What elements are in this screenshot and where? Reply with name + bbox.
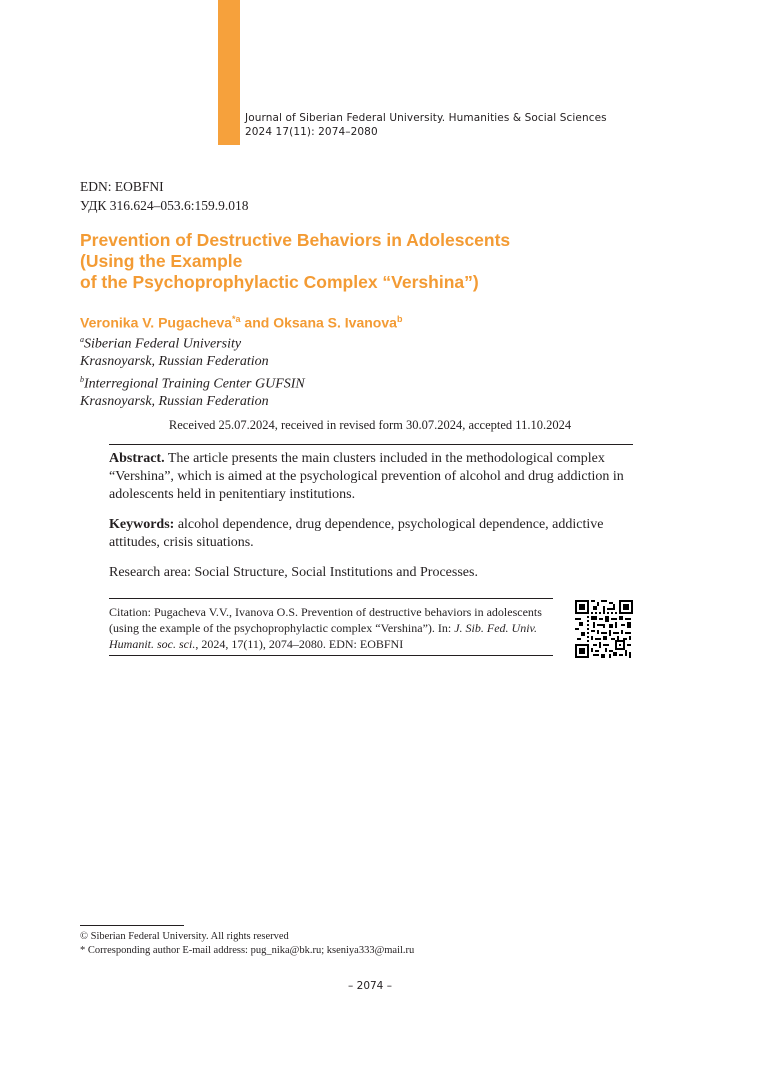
journal-accent-bar: [218, 0, 240, 145]
affiliation-name: [80, 371, 305, 393]
citation: [109, 604, 559, 652]
research-area: Research area: Social Structure, Social Institutions and Processes.: [109, 565, 478, 580]
article-title: [80, 230, 640, 293]
citation-text: , 2024, 17(11), 2074–2080. EDN: EOBFNI: [195, 637, 404, 651]
affiliations: [80, 331, 305, 410]
affiliation-marker: a: [80, 335, 84, 344]
abstract-label: Abstract.: [109, 451, 165, 466]
received-dates: Received 25.07.2024, received in revised form 30.07.2024, accepted 11.10.2024: [168, 418, 572, 432]
divider: [109, 598, 553, 599]
affiliation-marker: b: [80, 374, 84, 384]
affiliation-city: Krasnoyarsk, Russian Federation: [80, 393, 269, 409]
keywords: [109, 516, 633, 552]
author-conjunction: and: [240, 314, 274, 331]
affiliation-name: [80, 331, 305, 353]
divider: [109, 444, 633, 445]
author-superscript: *a: [232, 314, 241, 324]
affiliation-city: Krasnoyarsk, Russian Federation: [80, 354, 269, 370]
divider: [109, 655, 553, 656]
affiliation-label: Siberian Federal University: [84, 336, 242, 352]
page-number: – 2074 –: [348, 980, 392, 992]
author-superscript: b: [396, 314, 403, 324]
title-line-3: of the Psychoprophylactic Complex “Vershina”): [80, 272, 479, 292]
keywords-label: Keywords:: [109, 517, 175, 532]
abstract: [109, 450, 633, 504]
author-name: Oksana S. Ivanova: [273, 314, 397, 331]
citation-journal: J. Sib. Fed. Univ. Humanit. soc. sci.: [109, 621, 537, 651]
title-line-1: Prevention of Destructive Behaviors in Adolescents: [80, 230, 511, 250]
corresponding-author-note: * Corresponding author E-mail address: pug_nika@bk.ru; kseniya333@mail.ru: [80, 945, 415, 956]
edn-code: EDN: EOBFNI: [80, 179, 164, 194]
copyright-note: © Siberian Federal University. All rights reserved: [80, 931, 289, 942]
abstract-text: The article presents the main clusters included in the methodological complex “Vershina”, which is aimed at the psychological prevention of alcohol and drug addiction in adolescents held in penitentiary institutions.: [109, 451, 624, 502]
keywords-text: alcohol dependence, drug dependence, psychological dependence, addictive attitudes, crisis situations.: [109, 517, 604, 550]
citation-text: Citation: Pugacheva V.V., Ivanova O.S. Prevention of destructive behaviors in adolescents (using the example of the psychoprophylactic complex “Vershina”). In:: [109, 605, 542, 635]
article-identifiers: [80, 177, 249, 215]
qr-code-icon: [575, 600, 633, 658]
footnote-rule: [80, 925, 184, 926]
journal-header: [245, 111, 607, 139]
author-name: Veronika V. Pugacheva: [80, 314, 233, 331]
title-line-2: (Using the Example: [80, 251, 243, 271]
udk-code: УДК 316.624–053.6:159.9.018: [80, 198, 249, 213]
journal-issue: 2024 17(11): 2074–2080: [245, 126, 378, 138]
journal-name: Journal of Siberian Federal University. Humanities & Social Sciences: [245, 112, 607, 124]
author-list: [80, 314, 402, 331]
affiliation-label: Interregional Training Center GUFSIN: [84, 376, 305, 392]
